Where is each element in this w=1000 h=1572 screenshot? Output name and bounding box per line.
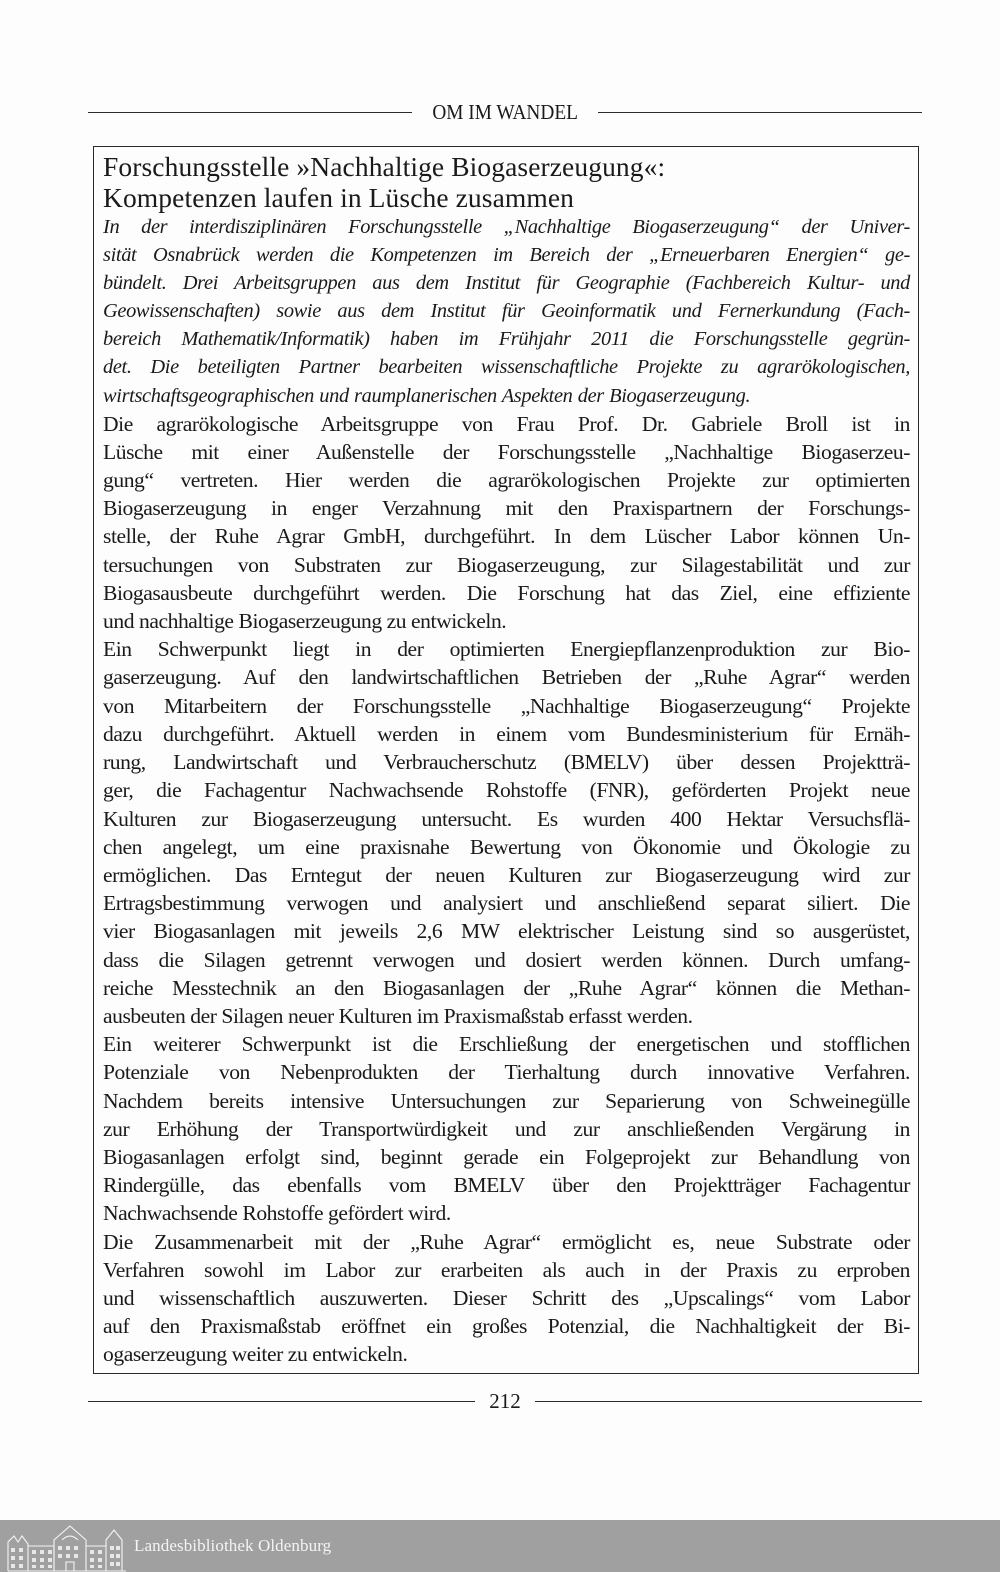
paragraph-line: Ertragsbestimmung verwogen und analysiert und anschließend separat siliert. Die <box>103 891 910 916</box>
lead-line: sität Osnabrück werden die Kompetenzen im Bereich der „Erneuerbaren Energien“ ge- <box>103 244 910 267</box>
paragraph-line: auf den Praxismaßstab eröffnet ein großes Potenzial, die Nachhaltigkeit der Bi- <box>103 1314 910 1339</box>
body-paragraph <box>103 635 910 1030</box>
body-paragraph <box>103 1228 910 1369</box>
paragraph-line: Potenziale von Nebenprodukten der Tierhaltung durch innovative Verfahren. <box>103 1060 910 1085</box>
article-title <box>103 151 910 213</box>
paragraph-line: rung, Landwirtschaft und Verbraucherschutz (BMELV) über dessen Projektträ- <box>103 750 910 775</box>
footer-rule-right <box>535 1401 922 1402</box>
article-lead <box>103 213 910 410</box>
paragraph-line: Biogasanlagen erfolgt sind, beginnt gerade ein Folgeprojekt zur Behandlung von <box>103 1144 910 1169</box>
paragraph-line: zur Erhöhung der Transportwürdigkeit und zur anschließenden Vergärung in <box>103 1116 910 1141</box>
library-building-icon <box>6 1522 130 1572</box>
body-paragraph <box>103 410 910 636</box>
institution-name: Landesbibliothek Oldenburg <box>134 1536 332 1555</box>
paragraph-line: Verfahren sowohl im Labor zur erarbeiten als auch in der Praxis zu erproben <box>103 1257 910 1282</box>
paragraph-line: gung“ vertreten. Hier werden die agrarökologischen Projekte zur optimierten <box>103 468 910 493</box>
paragraph-line: Nachdem bereits intensive Untersuchungen zur Separierung von Schweinegülle <box>103 1088 910 1113</box>
body-paragraph <box>103 1030 910 1227</box>
paragraph-line: Kulturen zur Biogaserzeugung untersucht. Es wurden 400 Hektar Versuchsflä- <box>103 806 910 831</box>
lead-line: det. Die beteiligten Partner bearbeiten wissenschaftliche Projekte zu agrarökologischen, <box>103 356 910 379</box>
page-footer-folio <box>88 1386 922 1416</box>
paragraph-line: von Mitarbeitern der Forschungsstelle „Nachhaltige Biogaserzeugung“ Projekte <box>103 693 910 718</box>
paragraph-line: stelle, der Ruhe Agrar GmbH, durchgeführt. In dem Lüscher Labor können Un- <box>103 524 910 549</box>
paragraph-line: tersuchungen von Substraten zur Biogaserzeugung, zur Silagestabilität und zur <box>103 552 910 577</box>
lead-line: In der interdisziplinären Forschungsstelle „Nachhaltige Biogaserzeugung“ der Univer- <box>103 216 910 238</box>
paragraph-line: Ein Schwerpunkt liegt in der optimierten Energiepflanzenproduktion zur Bio- <box>103 637 910 662</box>
lead-line: Geowissenschaften) sowie aus dem Institut für Geoinformatik und Fernerkundung (Fach- <box>103 300 910 323</box>
paragraph-line: Rindergülle, das ebenfalls vom BMELV über den Projektträger Fachagentur <box>103 1173 910 1198</box>
paragraph-line: reiche Messtechnik an den Biogasanlagen der „Ruhe Agrar“ können die Methan- <box>103 975 910 1000</box>
paragraph-line: ogaserzeugung weiter zu entwickeln. <box>103 1342 408 1367</box>
paragraph-line: vier Biogasanlagen mit jeweils 2,6 MW elektrischer Leistung sind so ausgerüstet, <box>103 919 910 944</box>
paragraph-line: dass die Silagen getrennt verwogen und dosiert werden können. Durch umfang- <box>103 947 910 972</box>
lead-line: bereich Mathematik/Informatik) haben im Frühjahr 2011 die Forschungsstelle gegrün- <box>103 328 910 351</box>
paragraph-line: und wissenschaftlich auszuwerten. Dieser Schritt des „Upscalings“ vom Labor <box>103 1285 910 1310</box>
footer-rule-left <box>88 1401 475 1402</box>
paragraph-line: und nachhaltige Biogaserzeugung zu entwickeln. <box>103 609 507 634</box>
lead-line: wirtschaftsgeographischen und raumplanerischen Aspekten der Biogaserzeugung. <box>103 384 751 407</box>
lead-line: bündelt. Drei Arbeitsgruppen aus dem Institut für Geographie (Fachbereich Kultur- und <box>103 272 910 295</box>
running-head-title: OM IM WANDEL <box>432 99 578 124</box>
paragraph-line: Die agrarökologische Arbeitsgruppe von Frau Prof. Dr. Gabriele Broll ist in <box>103 411 910 436</box>
header-rule-left <box>88 112 412 113</box>
paragraph-line: Ein weiterer Schwerpunkt ist die Erschließung der energetischen und stofflichen <box>103 1032 910 1057</box>
paragraph-line: Nachwachsende Rohstoffe gefördert wird. <box>103 1201 451 1226</box>
paragraph-line: ger, die Fachagentur Nachwachsende Rohstoffe (FNR), geförderten Projekt neue <box>103 778 910 803</box>
paragraph-line: ermöglichen. Das Erntegut der neuen Kulturen zur Biogaserzeugung wird zur <box>103 862 910 887</box>
paragraph-line: ausbeuten der Silagen neuer Kulturen im Praxismaßstab erfasst werden. <box>103 1003 693 1028</box>
library-footer-bar <box>0 1520 1000 1572</box>
paragraph-line: dazu durchgeführt. Aktuell werden in einem vom Bundesministerium für Ernäh- <box>103 721 910 746</box>
paragraph-line: Die Zusammenarbeit mit der „Ruhe Agrar“ ermöglicht es, neue Substrate oder <box>103 1229 910 1254</box>
title-line: Forschungsstelle »Nachhaltige Biogaserzeugung«: <box>103 151 666 182</box>
article-body <box>103 410 910 1369</box>
running-head <box>88 98 922 126</box>
paragraph-line: Biogaserzeugung in enger Verzahnung mit den Praxispartnern der Forschungs- <box>103 496 910 521</box>
header-rule-right <box>598 112 922 113</box>
article-box <box>93 146 919 1374</box>
title-line: Kompetenzen laufen in Lüsche zusammen <box>103 182 575 213</box>
paragraph-line: Biogasausbeute durchgeführt werden. Die Forschung hat das Ziel, eine effiziente <box>103 580 910 605</box>
paragraph-line: chen angelegt, um eine praxisnahe Bewertung von Ökonomie und Ökologie zu <box>103 834 910 859</box>
paragraph-line: Lüsche mit einer Außenstelle der Forschungsstelle „Nachhaltige Biogaserzeu- <box>103 439 910 464</box>
page-number: 212 <box>489 1388 521 1413</box>
paragraph-line: gaserzeugung. Auf den landwirtschaftlichen Betrieben der „Ruhe Agrar“ werden <box>103 665 910 690</box>
